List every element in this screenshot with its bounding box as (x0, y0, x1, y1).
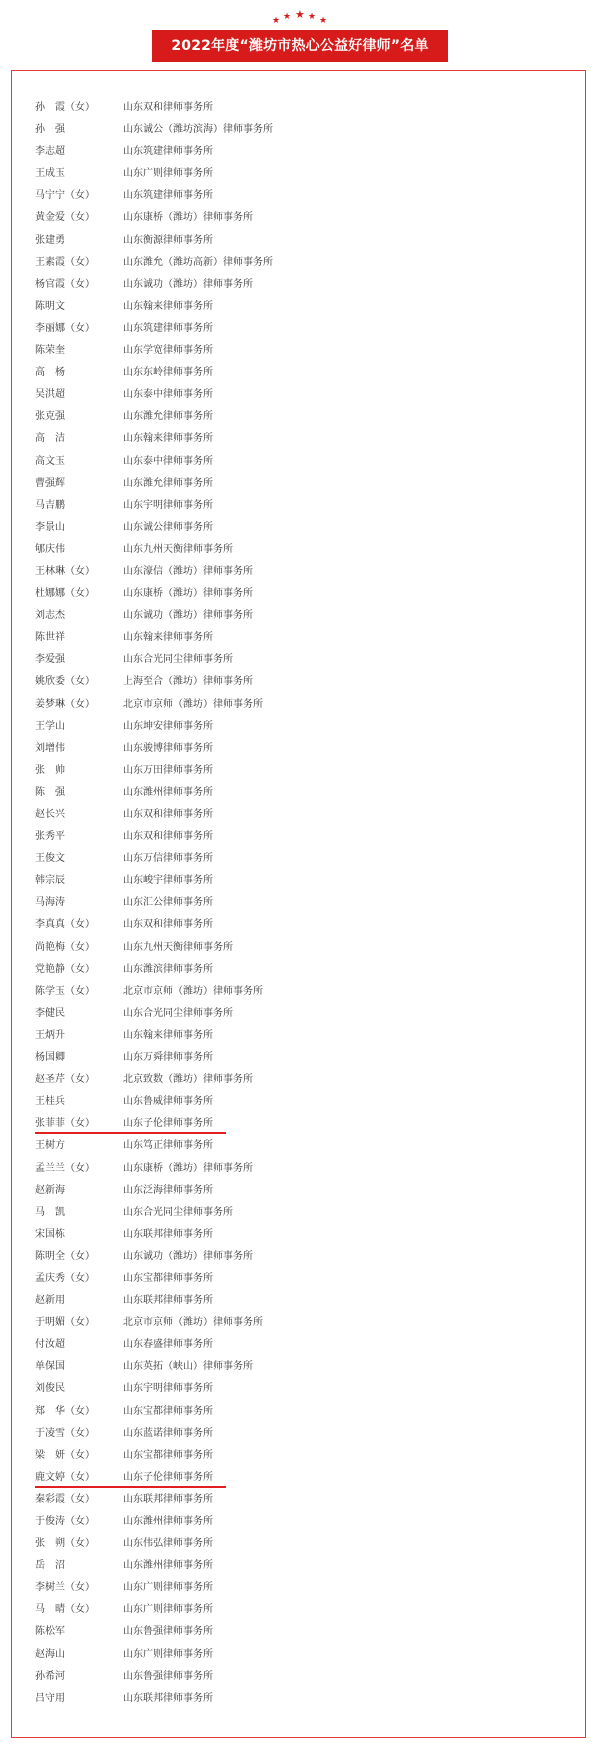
lawyer-name: 赵圣芹（女） (35, 1074, 95, 1086)
law-firm: 山东诚功（潍坊）律师事务所 (123, 278, 253, 290)
lawyer-name: 孙 强 (35, 124, 65, 136)
law-firm: 山东广则律师事务所 (123, 1648, 213, 1660)
lawyer-name: 王素霞（女） (35, 256, 95, 268)
law-firm: 山东联邦律师事务所 (123, 1228, 213, 1240)
list-item (35, 406, 273, 428)
lawyer-name: 曹强辉 (35, 477, 65, 489)
lawyer-name: 赵新海 (35, 1184, 65, 1196)
list-item (35, 671, 273, 693)
lawyer-name: 李爱强 (35, 654, 65, 666)
lawyer-name: 王树方 (35, 1140, 65, 1152)
lawyer-name: 王桂兵 (35, 1096, 65, 1108)
law-firm: 山东泰中律师事务所 (123, 455, 213, 467)
list-item (35, 1135, 273, 1157)
law-firm: 山东双和律师事务所 (123, 831, 213, 843)
lawyer-name: 马宁宁（女） (35, 190, 95, 202)
law-firm: 山东鲁威律师事务所 (123, 1096, 213, 1108)
list-item (35, 1356, 273, 1378)
law-firm: 山东双和律师事务所 (123, 102, 213, 113)
lawyer-name: 张菲菲（女） (35, 1118, 95, 1130)
list-item (35, 207, 273, 229)
list-item (35, 451, 273, 473)
law-firm: 山东双和律师事务所 (123, 919, 213, 931)
lawyer-name: 王成玉 (35, 168, 65, 180)
list-item (35, 495, 273, 517)
law-firm: 山东子伦律师事务所 (123, 1118, 213, 1130)
lawyer-name: 鹿文婷（女） (35, 1471, 95, 1483)
lawyer-name: 王炳升 (35, 1029, 65, 1041)
law-firm: 上海至合（潍坊）律师事务所 (123, 676, 253, 688)
list-item (35, 1555, 273, 1577)
list-item (35, 384, 273, 406)
lawyer-name: 马 凯 (35, 1206, 65, 1218)
lawyer-name: 陈明全（女） (35, 1250, 95, 1262)
law-firm: 山东康桥（潍坊）律师事务所 (123, 588, 253, 600)
law-firm: 山东合光同尘律师事务所 (123, 1206, 233, 1218)
law-firm: 山东伟弘律师事务所 (123, 1538, 213, 1550)
list-item (35, 1268, 273, 1290)
lawyer-name: 高文玉 (35, 455, 65, 467)
lawyer-name: 杨官霞（女） (35, 278, 95, 290)
lawyer-name: 孟兰兰（女） (35, 1162, 95, 1174)
list-item (35, 914, 273, 936)
law-firm: 北京致数（潍坊）律师事务所 (123, 1074, 253, 1086)
list-item (35, 473, 273, 495)
lawyer-name: 姚欣委（女） (35, 676, 95, 688)
list-item (35, 340, 273, 362)
law-firm: 山东宝都律师事务所 (123, 1449, 213, 1461)
lawyer-name: 刘增伟 (35, 742, 65, 754)
law-firm: 山东诚功（潍坊）律师事务所 (123, 610, 253, 622)
star-icon: ★ (295, 8, 305, 21)
lawyer-name: 吴洪超 (35, 389, 65, 401)
list-item (35, 185, 273, 207)
law-firm: 山东坤安律师事务所 (123, 720, 213, 732)
list-item (35, 318, 273, 340)
lawyer-name: 刘志杰 (35, 610, 65, 622)
lawyer-name: 马吉鹏 (35, 499, 65, 511)
law-firm: 山东英拓（峡山）律师事务所 (123, 1361, 253, 1373)
lawyer-name: 杜娜娜（女） (35, 588, 95, 600)
list-item (35, 981, 273, 1003)
list-item (35, 141, 273, 163)
list-item (35, 517, 273, 539)
law-firm: 山东联邦律师事务所 (123, 1295, 213, 1307)
lawyer-name: 张建勇 (35, 234, 65, 246)
list-item (35, 1577, 273, 1599)
law-firm: 山东九州天衡律师事务所 (123, 941, 233, 953)
list-item (35, 1644, 273, 1666)
lawyer-name: 岳 沼 (35, 1560, 65, 1572)
list-item (35, 892, 273, 914)
lawyer-name: 赵海山 (35, 1648, 65, 1660)
law-firm: 山东潍滨律师事务所 (123, 963, 213, 975)
list-item (35, 1599, 273, 1621)
law-firm: 山东联邦律师事务所 (123, 1692, 213, 1704)
lawyer-name: 王学山 (35, 720, 65, 732)
list-item (35, 1180, 273, 1202)
law-firm: 山东筑建律师事务所 (123, 146, 213, 158)
law-firm: 山东万舜律师事务所 (123, 1052, 213, 1064)
law-firm: 山东学宽律师事务所 (123, 345, 213, 357)
lawyer-name: 李健民 (35, 1007, 65, 1019)
lawyer-name: 陈松军 (35, 1626, 65, 1638)
lawyer-name: 刘俊民 (35, 1383, 65, 1395)
list-item (35, 937, 273, 959)
list-item (35, 627, 273, 649)
list-item (35, 782, 273, 804)
list-item (35, 1378, 273, 1400)
lawyer-name: 尚艳梅（女） (35, 941, 95, 953)
law-firm: 山东广则律师事务所 (123, 1604, 213, 1616)
law-firm: 山东宝都律师事务所 (123, 1405, 213, 1417)
lawyer-name: 李景山 (35, 521, 65, 533)
lawyer-name: 单保国 (35, 1361, 65, 1373)
law-firm: 山东汇公律师事务所 (123, 897, 213, 909)
lawyer-name: 宋国栋 (35, 1228, 65, 1240)
law-firm: 山东潍允（潍坊高新）律师事务所 (123, 256, 273, 268)
law-firm: 山东鲁强律师事务所 (123, 1670, 213, 1682)
lawyer-name: 李树兰（女） (35, 1582, 95, 1594)
list-item (35, 716, 273, 738)
list-item (35, 848, 273, 870)
law-firm: 山东宇明律师事务所 (123, 499, 213, 511)
law-firm: 山东笃正律师事务所 (123, 1140, 213, 1152)
law-firm: 山东广则律师事务所 (123, 1582, 213, 1594)
list-item (35, 252, 273, 274)
law-firm: 山东泛海律师事务所 (123, 1184, 213, 1196)
law-firm: 山东潍州律师事务所 (123, 786, 213, 798)
list-item (35, 1003, 273, 1025)
page-title: 2022年度“潍坊市热心公益好律师”名单 (152, 30, 448, 62)
list-item (35, 1666, 273, 1688)
lawyer-name: 陈世祥 (35, 632, 65, 644)
law-firm: 山东子伦律师事务所 (123, 1471, 213, 1483)
lawyer-name: 赵新用 (35, 1295, 65, 1307)
list-item (35, 1445, 273, 1467)
lawyer-name: 秦彩霞（女） (35, 1493, 95, 1505)
law-firm: 山东万信律师事务所 (123, 853, 213, 865)
list-item (35, 1334, 273, 1356)
lawyer-name: 韩宗辰 (35, 875, 65, 887)
law-firm: 山东鲁强律师事务所 (123, 1626, 213, 1638)
star-icon: ★ (319, 16, 328, 26)
lawyer-name: 孙希河 (35, 1670, 65, 1682)
law-firm: 山东翰来律师事务所 (123, 1029, 213, 1041)
list-item (35, 1025, 273, 1047)
lawyer-name: 高 洁 (35, 433, 65, 445)
decorative-stars (270, 8, 330, 24)
list-item (35, 870, 273, 892)
law-firm: 山东潍允律师事务所 (123, 411, 213, 423)
lawyer-name: 王林琳（女） (35, 565, 95, 577)
list-item (35, 1467, 273, 1489)
law-firm: 北京市京师（潍坊）律师事务所 (123, 1317, 263, 1329)
lawyer-name: 马海涛 (35, 897, 65, 909)
list-item (35, 1621, 273, 1643)
list-item (35, 605, 273, 627)
lawyer-name: 姜梦琳（女） (35, 698, 95, 710)
law-firm: 山东诚公（潍坊滨海）律师事务所 (123, 124, 273, 136)
lawyer-name: 陈 强 (35, 786, 65, 798)
law-firm: 山东广则律师事务所 (123, 168, 213, 180)
list-item (35, 649, 273, 671)
lawyer-name: 陈明文 (35, 300, 65, 312)
list-item (35, 738, 273, 760)
list-item (35, 1113, 273, 1135)
list-item (35, 1158, 273, 1180)
star-icon: ★ (283, 12, 292, 22)
list-item (35, 804, 273, 826)
list-item (35, 694, 273, 716)
law-firm: 山东翰来律师事务所 (123, 433, 213, 445)
list-item (35, 1312, 273, 1334)
lawyer-name: 陈荣奎 (35, 345, 65, 357)
lawyer-name: 李真真（女） (35, 919, 95, 931)
law-firm: 山东宇明律师事务所 (123, 1383, 213, 1395)
list-item (35, 1202, 273, 1224)
list-item (35, 1688, 273, 1710)
law-firm: 山东诚公律师事务所 (123, 521, 213, 533)
lawyer-name: 李丽娜（女） (35, 322, 95, 334)
lawyer-list (35, 97, 273, 1710)
list-item (35, 1511, 273, 1533)
lawyer-name: 杨国卿 (35, 1052, 65, 1064)
law-firm: 山东合光同尘律师事务所 (123, 1007, 233, 1019)
law-firm: 北京市京师（潍坊）律师事务所 (123, 698, 263, 710)
list-item (35, 561, 273, 583)
list-item (35, 1423, 273, 1445)
lawyer-name: 梁 妍（女） (35, 1449, 95, 1461)
lawyer-name: 于俊涛（女） (35, 1516, 95, 1527)
list-item (35, 959, 273, 981)
list-item (35, 583, 273, 605)
law-firm: 山东双和律师事务所 (123, 809, 213, 820)
lawyer-name: 张秀平 (35, 831, 65, 843)
list-item (35, 230, 273, 252)
list-item (35, 362, 273, 384)
lawyer-name: 于凌雪（女） (35, 1427, 95, 1439)
law-firm: 山东潍州律师事务所 (123, 1516, 213, 1527)
lawyer-name: 陈学玉（女） (35, 985, 95, 997)
star-icon: ★ (272, 16, 281, 26)
law-firm: 山东骏博律师事务所 (123, 742, 213, 754)
law-firm: 山东泰中律师事务所 (123, 389, 213, 401)
lawyer-name: 张克强 (35, 411, 65, 423)
lawyer-name: 王俊文 (35, 853, 65, 865)
law-firm: 山东康桥（潍坊）律师事务所 (123, 212, 253, 224)
law-firm: 北京市京师（潍坊）律师事务所 (123, 985, 263, 997)
law-firm: 山东合光同尘律师事务所 (123, 654, 233, 666)
list-item (35, 119, 273, 141)
list-item (35, 1047, 273, 1069)
law-firm: 山东康桥（潍坊）律师事务所 (123, 1162, 253, 1174)
list-item (35, 296, 273, 318)
law-firm: 山东联邦律师事务所 (123, 1493, 213, 1505)
law-firm: 山东九州天衡律师事务所 (123, 543, 233, 555)
lawyer-name: 李志超 (35, 146, 65, 158)
list-item (35, 1489, 273, 1511)
law-firm: 山东衡源律师事务所 (123, 234, 213, 246)
list-item (35, 1290, 273, 1312)
list-item (35, 1533, 273, 1555)
law-firm: 山东潍州律师事务所 (123, 1560, 213, 1572)
law-firm: 山东诚功（潍坊）律师事务所 (123, 1250, 253, 1262)
list-item (35, 1069, 273, 1091)
law-firm: 山东春盛律师事务所 (123, 1339, 213, 1351)
list-item (35, 1091, 273, 1113)
lawyer-name: 孟庆秀（女） (35, 1272, 95, 1284)
list-item (35, 1246, 273, 1268)
lawyer-name: 吕守用 (35, 1692, 65, 1704)
list-item (35, 274, 273, 296)
lawyer-name: 黄金爱（女） (35, 212, 95, 224)
star-icon: ★ (308, 12, 317, 22)
law-firm: 山东翰来律师事务所 (123, 300, 213, 312)
law-firm: 山东东岭律师事务所 (123, 367, 213, 379)
lawyer-name: 郑 华（女） (35, 1405, 95, 1417)
lawyer-name: 马 晴（女） (35, 1604, 95, 1616)
list-item (35, 97, 273, 119)
list-item (35, 826, 273, 848)
list-item (35, 1224, 273, 1246)
list-item (35, 428, 273, 450)
lawyer-name: 付汝超 (35, 1339, 65, 1351)
law-firm: 山东翰来律师事务所 (123, 632, 213, 644)
lawyer-name: 张 朔（女） (35, 1538, 95, 1550)
law-firm: 山东万田律师事务所 (123, 764, 213, 776)
lawyer-name: 郇庆伟 (35, 543, 65, 555)
law-firm: 山东筑建律师事务所 (123, 190, 213, 202)
lawyer-name: 赵长兴 (35, 809, 65, 820)
law-firm: 山东蓝诺律师事务所 (123, 1427, 213, 1439)
law-firm: 山东濠信（潍坊）律师事务所 (123, 565, 253, 577)
list-item (35, 539, 273, 561)
lawyer-name: 于明媚（女） (35, 1317, 95, 1329)
list-item (35, 163, 273, 185)
lawyer-name: 高 杨 (35, 367, 65, 379)
law-firm: 山东筑建律师事务所 (123, 322, 213, 334)
law-firm: 山东峻宇律师事务所 (123, 875, 213, 887)
list-item (35, 1401, 273, 1423)
lawyer-name: 张 帅 (35, 764, 65, 776)
law-firm: 山东潍允律师事务所 (123, 477, 213, 489)
list-item (35, 760, 273, 782)
lawyer-name: 孙 霞（女） (35, 102, 95, 113)
lawyer-name: 党艳静（女） (35, 963, 95, 975)
law-firm: 山东宝都律师事务所 (123, 1272, 213, 1284)
